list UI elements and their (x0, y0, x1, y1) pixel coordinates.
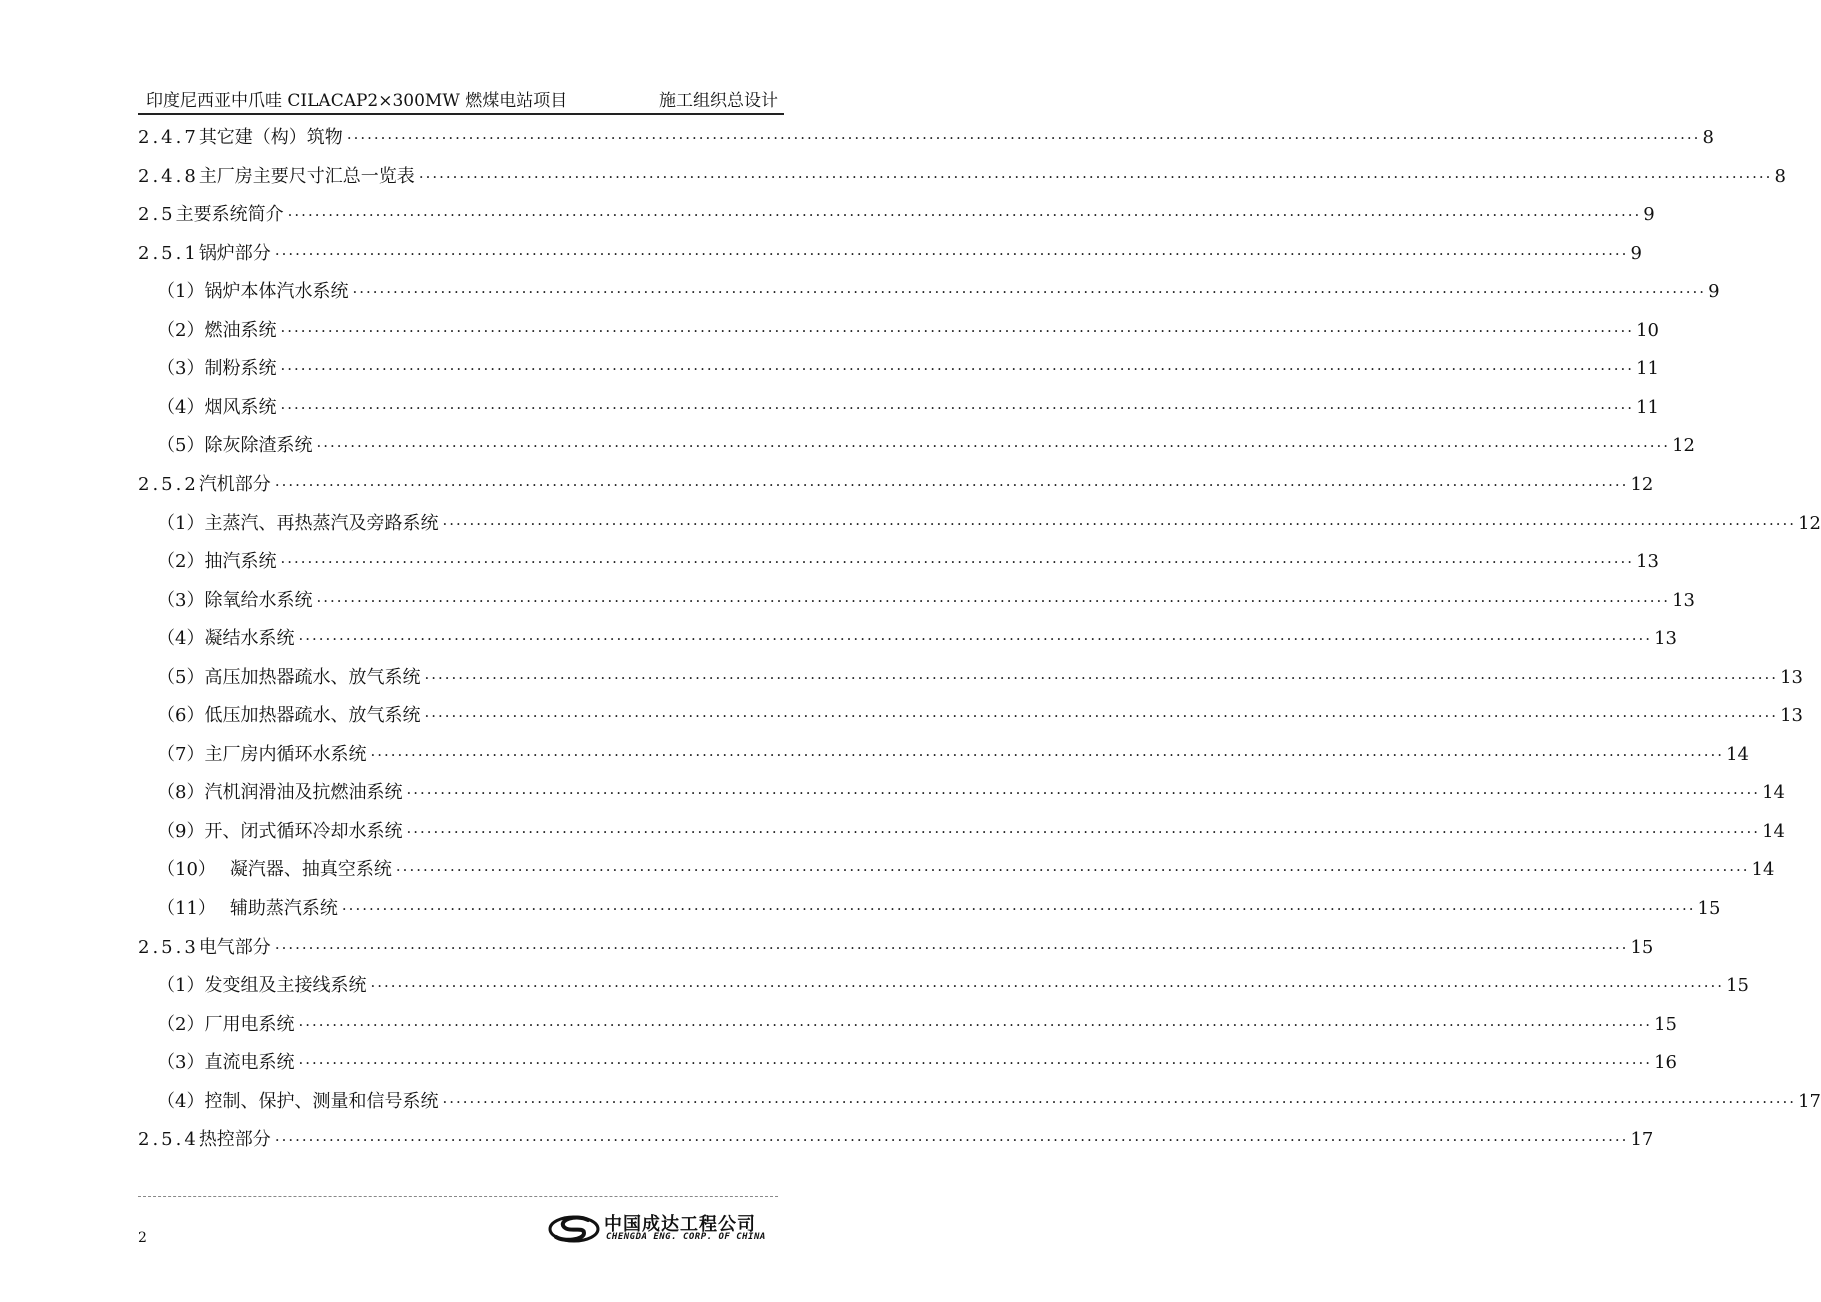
toc-entry-title: 主厂房内循环水系统 (204, 743, 367, 765)
toc-entry[interactable] (157, 547, 1659, 577)
toc-entry[interactable] (157, 1087, 1821, 1117)
toc-entry[interactable] (138, 200, 1655, 230)
document-title: 施工组织总设计 (659, 91, 778, 111)
toc-leader-dots: ········································································································································································································ (341, 900, 1696, 918)
toc-entry-title: 主蒸汽、再热蒸汽及旁路系统 (204, 512, 439, 534)
toc-entry-number: （3） (157, 1052, 205, 1074)
toc-entry-title: 其它建（构）筑物 (198, 127, 343, 148)
toc-entry-page: 14 (1751, 859, 1775, 881)
toc-entry-number: （3） (157, 358, 205, 380)
toc-entry-page: 8 (1774, 165, 1786, 187)
toc-leader-dots: ········································································································································································································ (370, 977, 1725, 996)
toc-entry[interactable] (157, 971, 1749, 1001)
page-number: 2 (138, 1230, 147, 1246)
toc-leader-dots: ········································································································································································································ (424, 707, 1779, 726)
toc-entry-number: （5） (157, 435, 205, 457)
toc-entry-title: 主厂房主要尺寸汇总一览表 (198, 165, 415, 187)
toc-entry[interactable] (157, 393, 1659, 423)
toc-entry-page: 16 (1654, 1052, 1677, 1074)
toc-leader-dots: ········································································································································································································ (442, 1092, 1797, 1111)
toc-leader-dots: ········································································································································································································ (346, 129, 1701, 147)
toc-leader-dots: ········································································································································································································ (280, 360, 1635, 379)
company-name-en: CHENGDA ENG. CORP. OF CHINA (606, 1232, 766, 1242)
toc-entry-number: 2.5.3 (138, 936, 199, 958)
toc-entry-number: 2.4.7 (138, 127, 199, 148)
toc-entry-page: 15 (1654, 1013, 1677, 1035)
toc-entry[interactable] (157, 855, 1775, 885)
toc-entry-title: 锅炉本体汽水系统 (204, 281, 349, 303)
toc-entry[interactable] (157, 316, 1659, 346)
toc-leader-dots: ········································································································································································································ (274, 475, 1629, 494)
toc-entry-title: 控制、保护、测量和信号系统 (204, 1090, 439, 1112)
toc-entry-number: （4） (157, 628, 205, 650)
toc-entry-page: 12 (1798, 512, 1821, 534)
toc-leader-dots: ········································································································································································································ (280, 553, 1635, 572)
toc-leader-dots: ········································································································································································································ (298, 1015, 1653, 1034)
toc-entry-number: （1） (157, 975, 205, 997)
toc-entry-number: （2） (157, 1013, 205, 1035)
toc-entry[interactable] (157, 1048, 1677, 1078)
toc-entry-number: （7） (157, 743, 205, 765)
toc-entry-number: （3） (157, 589, 205, 611)
toc-entry[interactable] (138, 239, 1642, 269)
toc-entry-title: 锅炉部分 (198, 242, 271, 264)
toc-entry-page: 12 (1630, 473, 1654, 495)
toc-entry[interactable] (138, 470, 1654, 500)
toc-entry-page: 9 (1643, 204, 1655, 226)
toc-entry[interactable] (157, 277, 1720, 307)
toc-entry-title: 汽机部分 (198, 473, 271, 495)
toc-entry-number: 2.5.1 (138, 242, 199, 264)
toc-entry-page: 10 (1636, 319, 1659, 341)
toc-leader-dots: ········································································································································································································ (316, 591, 1671, 610)
toc-entry-number: （1） (157, 281, 205, 303)
toc-entry[interactable] (157, 778, 1785, 808)
toc-entry-page: 13 (1672, 589, 1695, 611)
toc-entry-number: 2.5.2 (138, 473, 199, 495)
toc-entry-page: 13 (1780, 666, 1803, 688)
toc-entry-number: （10） (157, 859, 216, 881)
toc-entry-title: 低压加热器疏水、放气系统 (204, 705, 421, 727)
toc-entry-title: 除氧给水系统 (204, 589, 313, 611)
toc-entry-page: 14 (1762, 782, 1785, 804)
toc-entry-page: 17 (1630, 1129, 1654, 1151)
company-emblem-icon (548, 1212, 600, 1246)
toc-entry-page: 15 (1726, 975, 1749, 997)
toc-entry-number: （2） (157, 319, 205, 341)
toc-entry-page: 13 (1780, 705, 1803, 727)
toc-entry[interactable] (157, 817, 1785, 847)
toc-entry-title: 辅助蒸汽系统 (229, 898, 338, 919)
toc-entry[interactable] (157, 431, 1695, 461)
toc-entry[interactable] (157, 586, 1695, 616)
footer-rule (138, 1196, 778, 1197)
toc-entry[interactable] (157, 740, 1749, 770)
toc-entry-page: 14 (1726, 743, 1749, 765)
toc-entry[interactable] (157, 509, 1821, 539)
company-logo (548, 1210, 768, 1250)
toc-leader-dots: ········································································································································································································ (424, 668, 1779, 687)
toc-entry[interactable] (157, 624, 1677, 654)
toc-leader-dots: ········································································································································································································ (406, 822, 1761, 841)
toc-leader-dots: ········································································································································································································ (298, 630, 1653, 649)
toc-entry-title: 抽汽系统 (204, 551, 277, 573)
toc-entry-number: 2.5 (138, 204, 176, 226)
project-title: 印度尼西亚中爪哇 CILACAP2×300MW 燃煤电站项目 (146, 91, 568, 111)
toc-entry-number: 2.5.4 (138, 1129, 199, 1151)
toc-entry-number: （4） (157, 396, 205, 418)
toc-entry-title: 凝汽器、抽真空系统 (229, 859, 392, 881)
toc-entry-page: 15 (1630, 936, 1654, 958)
toc-leader-dots: ········································································································································································································ (395, 861, 1750, 880)
toc-entry[interactable] (138, 933, 1654, 963)
toc-entry-title: 电气部分 (198, 936, 271, 958)
toc-entry-title: 主要系统简介 (175, 204, 284, 226)
toc-leader-dots: ········································································································································································································ (418, 167, 1773, 186)
toc-entry-number: （8） (157, 782, 205, 804)
company-name-cn: 中国成达工程公司 (604, 1214, 756, 1235)
toc-entry[interactable] (157, 701, 1803, 731)
toc-entry-page: 12 (1672, 435, 1695, 457)
toc-entry-number: （5） (157, 666, 205, 688)
toc-entry[interactable] (138, 1125, 1654, 1155)
toc-entry-title: 直流电系统 (204, 1052, 295, 1074)
toc-entry-page: 13 (1636, 551, 1659, 573)
toc-entry-page: 9 (1708, 281, 1720, 303)
toc-leader-dots: ········································································································································································································ (352, 283, 1707, 302)
toc-entry-title: 发变组及主接线系统 (204, 975, 367, 997)
toc-entry-title: 汽机润滑油及抗燃油系统 (204, 782, 403, 804)
toc-entry-page: 11 (1636, 396, 1659, 418)
toc-entry[interactable] (157, 663, 1803, 693)
toc-leader-dots: ········································································································································································································ (280, 398, 1635, 417)
toc-entry[interactable] (138, 162, 1786, 192)
toc-entry-number: （2） (157, 551, 205, 573)
toc-entry-title: 高压加热器疏水、放气系统 (204, 666, 421, 688)
toc-leader-dots: ········································································································································································································ (370, 745, 1725, 764)
toc-entry-title: 燃油系统 (204, 319, 277, 341)
toc-entry-page: 13 (1654, 628, 1677, 650)
toc-entry-page: 8 (1702, 127, 1714, 148)
toc-leader-dots: ········································································································································································································ (280, 321, 1635, 340)
toc-leader-dots: ········································································································································································································ (298, 1054, 1653, 1073)
toc-leader-dots: ········································································································································································································ (287, 206, 1642, 225)
toc-entry-number: （1） (157, 512, 205, 534)
toc-leader-dots: ········································································································································································································ (274, 244, 1629, 263)
toc-entry[interactable] (157, 894, 1721, 924)
toc-entry-title: 开、闭式循环冷却水系统 (204, 820, 403, 842)
toc-entry-title: 凝结水系统 (204, 628, 295, 650)
toc-entry-page: 15 (1697, 898, 1721, 919)
toc-entry-title: 厂用电系统 (204, 1013, 295, 1035)
toc-leader-dots: ········································································································································································································ (316, 437, 1671, 456)
toc-leader-dots: ········································································································································································································ (406, 784, 1761, 803)
toc-entry-title: 除灰除渣系统 (204, 435, 313, 457)
toc-entry-title: 烟风系统 (204, 396, 277, 418)
toc-entry-title: 制粉系统 (204, 358, 277, 380)
toc-entry-title: 热控部分 (198, 1129, 271, 1151)
toc-entry-page: 11 (1636, 358, 1659, 380)
toc-entry-page: 17 (1798, 1090, 1821, 1112)
toc-entry[interactable] (157, 1010, 1677, 1040)
toc-entry[interactable] (157, 354, 1659, 384)
toc-entry-page: 9 (1630, 242, 1642, 264)
toc-leader-dots: ········································································································································································································ (274, 938, 1629, 957)
toc-entry-number: （6） (157, 705, 205, 727)
toc-entry-number: （4） (157, 1090, 205, 1112)
toc-entry-number: （11） (157, 898, 216, 919)
toc-leader-dots: ········································································································································································································ (442, 514, 1797, 533)
toc-entry-number: 2.4.8 (138, 165, 199, 187)
toc-entry-page: 14 (1762, 820, 1785, 842)
toc-leader-dots: ········································································································································································································ (274, 1131, 1629, 1150)
toc-entry[interactable] (138, 123, 1714, 153)
toc-entry-number: （9） (157, 820, 205, 842)
